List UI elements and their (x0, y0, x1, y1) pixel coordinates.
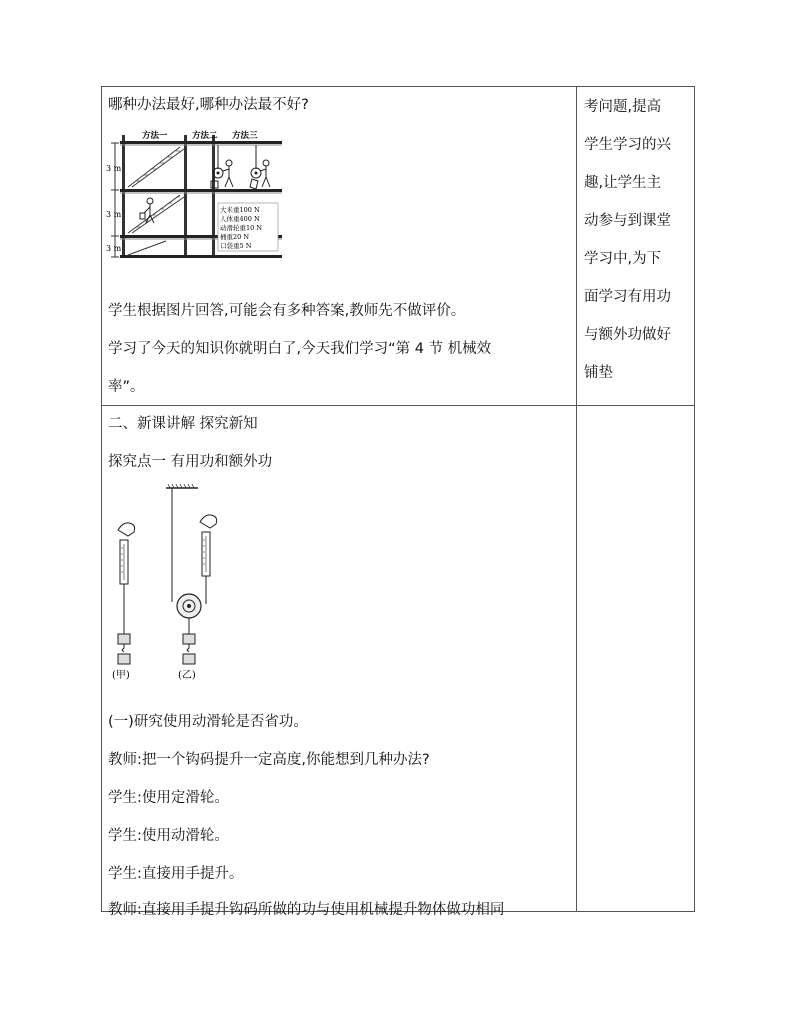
paragraph: 学习了今天的知识你就明白了,今天我们学习“第 4 节 机械效 (108, 341, 492, 357)
question-text: 哪种办法最好,哪种办法最不好? (108, 97, 309, 113)
side-note-line: 学生学习的兴 (584, 137, 671, 153)
paragraph: 教师:直接用手提升钩码所做的功与使用机械提升物体做功相同 (108, 902, 505, 918)
height-label-3: 3 m (106, 244, 122, 253)
paragraph: 学生根据图片回答,可能会有多种答案,教师先不做评价。 (108, 303, 466, 319)
pulley-experiment-figure (106, 482, 236, 682)
paragraph: 率”。 (108, 379, 145, 395)
main-cell-lesson (102, 406, 577, 918)
method-label-3: 方法三 (232, 131, 258, 141)
weight-label: 口袋重5 N (220, 242, 252, 250)
weight-label: 人体重400 N (220, 215, 260, 223)
staircase-pulley-figure (106, 129, 284, 261)
lesson-table (101, 86, 695, 918)
side-note-line: 考问题,提高 (584, 99, 662, 115)
side-note-line: 趣,让学生主 (584, 175, 662, 191)
method-label-2: 方法二 (192, 131, 218, 141)
figure-label-yi: (乙) (178, 670, 196, 681)
side-note-line: 与额外功做好 (584, 327, 671, 343)
side-note-line: 动参与到课堂 (584, 213, 671, 229)
section-heading: 二、新课讲解 探究新知 (108, 416, 258, 432)
paragraph: 教师:把一个钩码提升一定高度,你能想到几种办法? (108, 752, 430, 768)
side-note-line: 面学习有用功 (584, 289, 671, 305)
paragraph: 学生:直接用手提升。 (108, 866, 244, 882)
method-label-1: 方法一 (142, 131, 168, 141)
weight-label: 动滑轮重10 N (220, 224, 263, 232)
paragraph: 学生:使用动滑轮。 (108, 828, 229, 844)
subsection-heading: 探究点一 有用功和额外功 (108, 454, 273, 470)
figure-label-jia: (甲) (112, 670, 130, 681)
main-cell-intro (102, 87, 577, 406)
paragraph: (一)研究使用动滑轮是否省功。 (108, 714, 308, 730)
weight-label: 大米重100 N (220, 206, 260, 214)
side-note-line: 铺垫 (584, 365, 613, 381)
weight-label: 桶重20 N (220, 233, 250, 241)
height-label-2: 3 m (106, 210, 122, 219)
paragraph: 学生:使用定滑轮。 (108, 790, 229, 806)
side-cell-lesson (577, 406, 695, 912)
height-label-1: 3 m (106, 164, 122, 173)
side-note-line: 学习中,为下 (584, 251, 662, 267)
side-cell-intro (577, 87, 695, 406)
